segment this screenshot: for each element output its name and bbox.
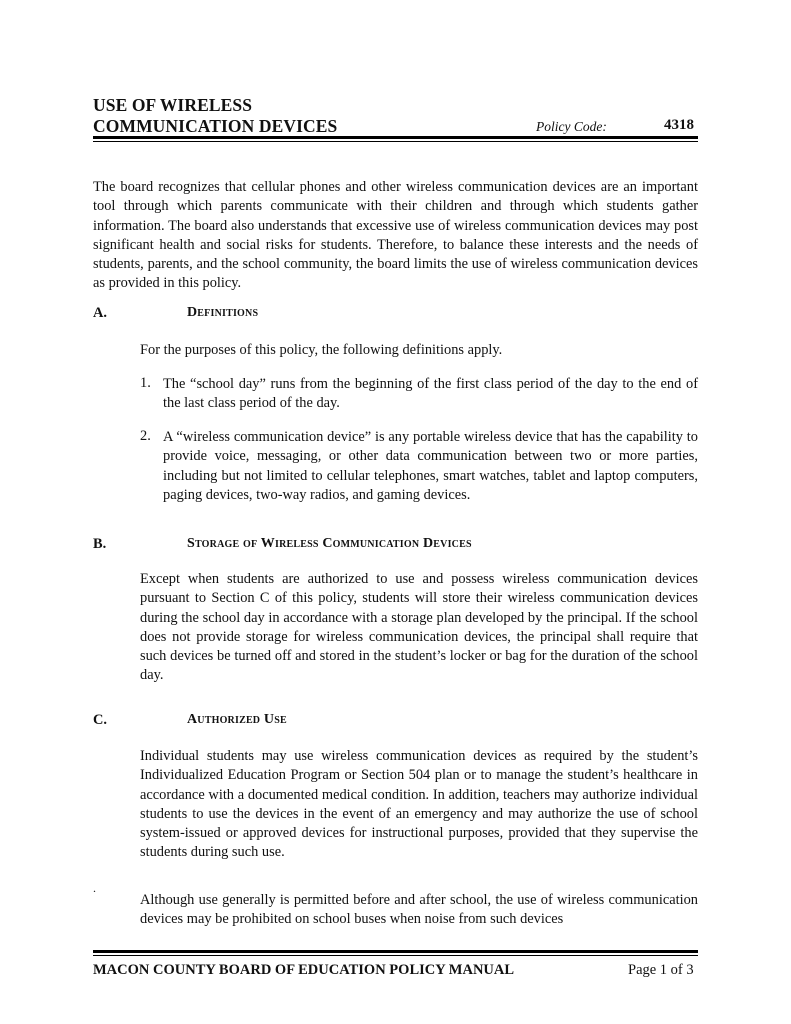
definition-1-text: The “school day” runs from the beginning of the first class period of the day to the end of the last class period of the day.	[163, 376, 698, 412]
section-c-title: Authorized Use	[187, 712, 287, 727]
footer-page-number: Page 1 of 3	[628, 962, 694, 978]
section-c-letter: C.	[93, 712, 107, 728]
section-c-body: Individual students may use wireless communication devices as required by the student’s Individualized Education Program or Section 504 plan or to manage the student’s healthcare in accordance with a documented medical condition. In addition, teachers may authorize individual students to use the devices in the event of an emergency and may authorize the use of school system-issued or approved devices for instructional purposes, provided that they supervise the students during such use.	[140, 748, 698, 861]
section-b-letter: B.	[93, 536, 107, 552]
section-b-title: Storage of Wireless Communication Devices	[187, 536, 472, 551]
definition-1-number: 1.	[140, 375, 151, 391]
header-rule-thin	[93, 141, 698, 142]
definition-2-text: A “wireless communication device” is any portable wireless device that has the capability to provide voice, messaging, or other data communication between two or more parties, including but not limited to cellular telephones, smart watches, tablet and laptop computers, paging devices, two-way radios, and gaming devices.	[163, 429, 698, 503]
definition-2-number: 2.	[140, 428, 151, 444]
section-b-body: Except when students are authorized to use and possess wireless communication devices pursuant to Section C of this policy, students will store their wireless communication devices during the school day in accordance with a storage plan developed by the principal. If the school does not provide storage for wireless communication devices, the principal shall require that such devices be turned off and stored in the student’s locker or bag for the duration of the school day.	[140, 571, 698, 684]
policy-code: 4318	[664, 117, 694, 133]
section-a-lead: For the purposes of this policy, the following definitions apply.	[140, 342, 503, 358]
policy-title-line1: USE OF WIRELESS	[93, 95, 253, 115]
policy-title-line2: COMMUNICATION DEVICES	[93, 116, 338, 136]
policy-code-label: Policy Code:	[536, 119, 607, 134]
section-c-body-continued: Although use generally is permitted before and after school, the use of wireless communication devices may be prohibited on school buses when noise from such devices	[140, 892, 698, 928]
footer-rule-thick	[93, 950, 698, 953]
section-a-title: Definitions	[187, 305, 259, 320]
footer-manual-title: MACON COUNTY BOARD OF EDUCATION POLICY MANUAL	[93, 962, 515, 978]
footer-rule-thin	[93, 955, 698, 956]
section-a-letter: A.	[93, 305, 107, 321]
stray-mark: .	[93, 881, 96, 895]
header-rule-thick	[93, 136, 698, 139]
intro-paragraph: The board recognizes that cellular phones and other wireless communication devices are an important tool through which parents communicate with their children and through which students gather information. The board also understands that excessive use of wireless communication devices may post significant health and social risks for students. Therefore, to balance these interests and the needs of students, parents, and the school community, the board limits the use of wireless communication devices as provided in this policy.	[93, 179, 698, 292]
